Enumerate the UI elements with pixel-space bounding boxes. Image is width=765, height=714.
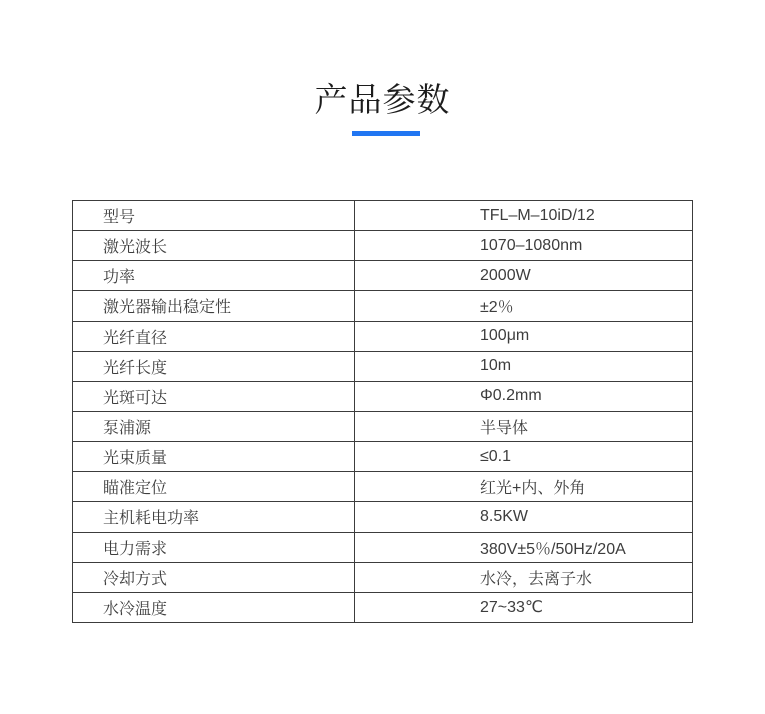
table-row <box>73 412 692 442</box>
table-row <box>73 442 692 472</box>
table-row <box>73 563 692 593</box>
spec-value-cell: ≤0.1 <box>480 447 512 465</box>
spec-label-cell: 型号 <box>73 201 355 230</box>
spec-value-cell: 10m <box>480 357 512 375</box>
table-row <box>73 201 692 231</box>
spec-label-cell: 光纤长度 <box>73 352 355 381</box>
table-row <box>73 502 692 532</box>
table-row <box>73 593 692 622</box>
spec-value-cell: 100μm <box>480 327 530 345</box>
title-underline-bar <box>352 131 420 136</box>
spec-label-cell: 功率 <box>73 261 355 290</box>
spec-label-cell: 光纤直径 <box>73 322 355 351</box>
spec-table <box>72 200 693 623</box>
spec-value-cell: 380V±5％/50Hz/20A <box>480 540 626 558</box>
spec-label-cell: 光束质量 <box>73 442 355 471</box>
spec-label-cell: 泵浦源 <box>73 412 355 441</box>
spec-label-cell: 电力需求 <box>73 533 355 562</box>
spec-value-cell: 半导体 <box>480 420 529 438</box>
spec-value-cell: 27~33℃ <box>480 599 543 617</box>
spec-label-cell: 水冷温度 <box>73 593 355 622</box>
spec-value-cell: 水冷，去离子水 <box>480 570 593 588</box>
spec-value-cell: 2000W <box>480 266 531 284</box>
spec-label-cell: 光斑可达 <box>73 382 355 411</box>
spec-value-cell: ±2％ <box>480 299 514 317</box>
spec-value-cell: Φ0.2mm <box>480 387 542 405</box>
spec-label-cell: 瞄准定位 <box>73 472 355 501</box>
page-title: 产品参数 <box>314 81 451 118</box>
table-row <box>73 472 692 502</box>
spec-value-cell: TFL–M–10iD/12 <box>480 206 595 224</box>
spec-value-cell: 红光+内、外角 <box>480 480 586 498</box>
spec-label-cell: 主机耗电功率 <box>73 502 355 531</box>
table-row <box>73 322 692 352</box>
spec-label-cell: 激光波长 <box>73 231 355 260</box>
table-row <box>73 291 692 321</box>
spec-value-cell: 8.5KW <box>480 507 529 525</box>
table-row <box>73 382 692 412</box>
table-row <box>73 352 692 382</box>
spec-label-cell: 激光器输出稳定性 <box>73 291 355 320</box>
spec-label-cell: 冷却方式 <box>73 563 355 592</box>
table-row <box>73 533 692 563</box>
table-row <box>73 261 692 291</box>
table-row <box>73 231 692 261</box>
spec-value-cell: 1070–1080nm <box>480 236 583 254</box>
